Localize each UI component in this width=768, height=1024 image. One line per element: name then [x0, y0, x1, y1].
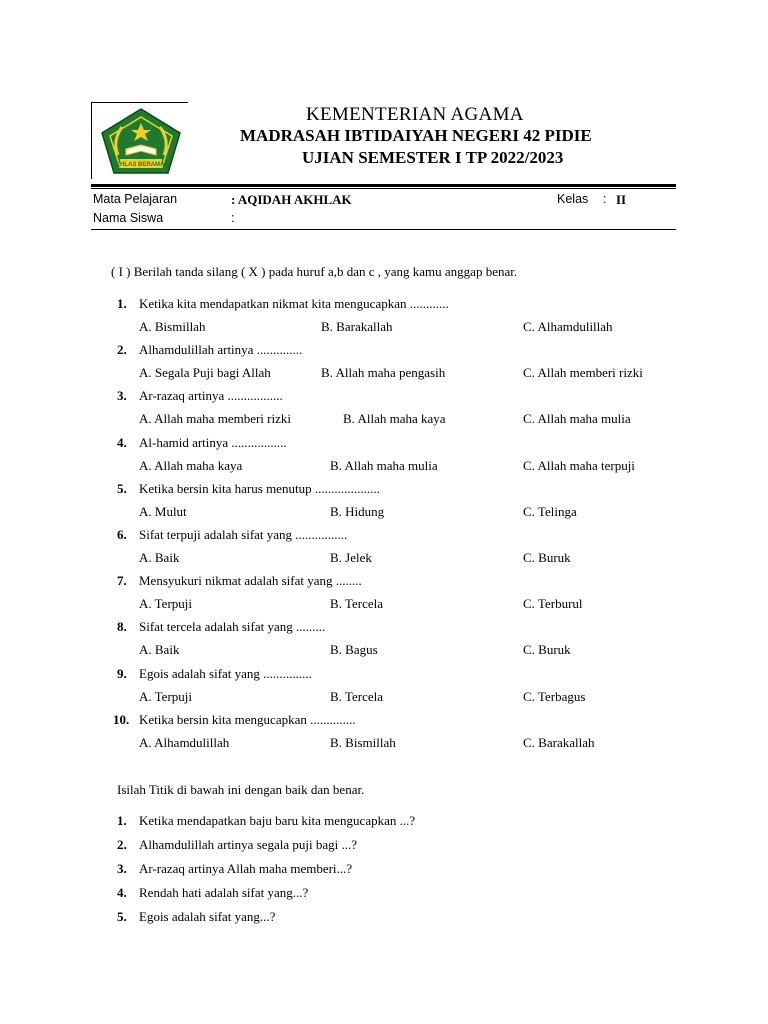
- question-number: 1.: [117, 296, 127, 311]
- option-a[interactable]: A. Allah maha memberi rizki: [139, 411, 291, 427]
- essay-number: 4.: [117, 885, 127, 900]
- question-number: 10.: [113, 711, 130, 727]
- question-number: 7.: [117, 573, 127, 589]
- essay-text: Ar-razaq artinya Allah maha memberi...?: [139, 861, 353, 876]
- essay-text: Egois adalah sifat yang...?: [139, 909, 276, 924]
- ministry-title: KEMENTERIAN AGAMA: [306, 104, 524, 125]
- student-name-label: Nama Siswa: [93, 211, 164, 225]
- question-text: Alhamdulillah artinya ..............: [139, 342, 303, 358]
- logo-motto: IKHLAS BERAMAL: [114, 162, 168, 168]
- option-c[interactable]: C. Allah memberi rizki: [523, 365, 643, 381]
- option-b[interactable]: B. Barakallah: [321, 319, 393, 334]
- option-a[interactable]: A. Terpuji: [139, 596, 193, 612]
- option-c[interactable]: C. Telinga: [523, 503, 577, 519]
- subject-label: Mata Pelajaran: [93, 192, 178, 206]
- student-name-value: :: [231, 211, 235, 225]
- option-a[interactable]: A. Baik: [139, 642, 180, 658]
- class-label: Kelas: [557, 192, 589, 206]
- question-text: Ketika bersin kita mengucapkan ..............: [139, 711, 356, 727]
- section1-instruction: ( I ) Berilah tanda silang ( X ) pada huruf a,b dan c , yang kamu anggap benar.: [111, 264, 518, 279]
- option-a[interactable]: A. Terpuji: [139, 688, 193, 704]
- option-a[interactable]: A. Segala Puji bagi Allah: [139, 365, 271, 381]
- option-b[interactable]: B. Hidung: [330, 503, 385, 519]
- question-text: Sifat terpuji adalah sifat yang ................: [139, 527, 348, 542]
- class-value: II: [616, 192, 627, 207]
- option-c[interactable]: C. Alhamdulillah: [523, 319, 613, 334]
- option-b[interactable]: B. Bismillah: [330, 734, 396, 750]
- section2-instruction: Isilah Titik di bawah ini dengan baik dan benar.: [117, 782, 365, 797]
- option-b[interactable]: B. Bagus: [330, 642, 378, 658]
- essay-number: 3.: [117, 861, 127, 876]
- option-a[interactable]: A. Mulut: [139, 503, 187, 519]
- option-c[interactable]: C. Allah maha terpuji: [523, 457, 635, 473]
- question-text: Al-hamid artinya .................: [139, 434, 287, 450]
- option-a[interactable]: A. Bismillah: [139, 319, 206, 334]
- question-text: Ketika kita mendapatkan nikmat kita mengucapkan ............: [139, 296, 449, 311]
- question-number: 8.: [117, 619, 127, 635]
- essay-number: 2.: [117, 837, 127, 852]
- exam-title: UJIAN SEMESTER I TP 2022/2023: [302, 148, 564, 167]
- question-number: 4.: [117, 434, 127, 450]
- essay-text: Rendah hati adalah sifat yang...?: [139, 885, 309, 900]
- option-c[interactable]: C. Barakallah: [523, 734, 595, 750]
- option-c[interactable]: C. Terburul: [523, 596, 583, 612]
- essay-number: 5.: [117, 909, 127, 924]
- kemenag-logo-icon: [98, 107, 184, 177]
- logo-frame: [91, 102, 188, 179]
- question-number: 9.: [117, 665, 127, 681]
- option-c[interactable]: C. Buruk: [523, 550, 571, 565]
- option-b[interactable]: B. Allah maha kaya: [343, 411, 446, 427]
- essay-text: Ketika mendapatkan baju baru kita mengucapkan ...?: [139, 813, 416, 828]
- question-text: Ar-razaq artinya .................: [139, 388, 283, 404]
- question-number: 3.: [117, 388, 127, 404]
- essay-number: 1.: [117, 813, 127, 828]
- question-text: Egois adalah sifat yang ...............: [139, 665, 312, 681]
- school-name: MADRASAH IBTIDAIYAH NEGERI 42 PIDIE: [240, 126, 592, 145]
- header-rule: [91, 184, 676, 187]
- header-rule-thin: [91, 188, 676, 189]
- option-c[interactable]: C. Allah maha mulia: [523, 411, 631, 427]
- option-c[interactable]: C. Buruk: [523, 642, 571, 658]
- option-a[interactable]: A. Alhamdulillah: [139, 734, 230, 750]
- subject-value: : AQIDAH AKHLAK: [231, 192, 352, 207]
- option-b[interactable]: B. Tercela: [330, 596, 383, 612]
- question-text: Ketika bersin kita harus menutup ....................: [139, 480, 380, 496]
- option-c[interactable]: C. Terbagus: [523, 688, 586, 704]
- class-colon: :: [603, 192, 607, 206]
- essay-text: Alhamdulillah artinya segala puji bagi ...?: [139, 837, 358, 852]
- option-b[interactable]: B. Tercela: [330, 688, 383, 704]
- question-text: Sifat tercela adalah sifat yang .........: [139, 619, 326, 635]
- question-number: 6.: [117, 527, 127, 542]
- option-a[interactable]: A. Allah maha kaya: [139, 457, 243, 473]
- question-number: 2.: [117, 342, 127, 358]
- info-rule: [91, 229, 676, 230]
- option-a[interactable]: A. Baik: [139, 550, 180, 565]
- option-b[interactable]: B. Allah maha pengasih: [321, 365, 446, 381]
- question-number: 5.: [117, 480, 127, 496]
- option-b[interactable]: B. Jelek: [330, 550, 372, 565]
- option-b[interactable]: B. Allah maha mulia: [330, 457, 438, 473]
- question-text: Mensyukuri nikmat adalah sifat yang ........: [139, 573, 362, 589]
